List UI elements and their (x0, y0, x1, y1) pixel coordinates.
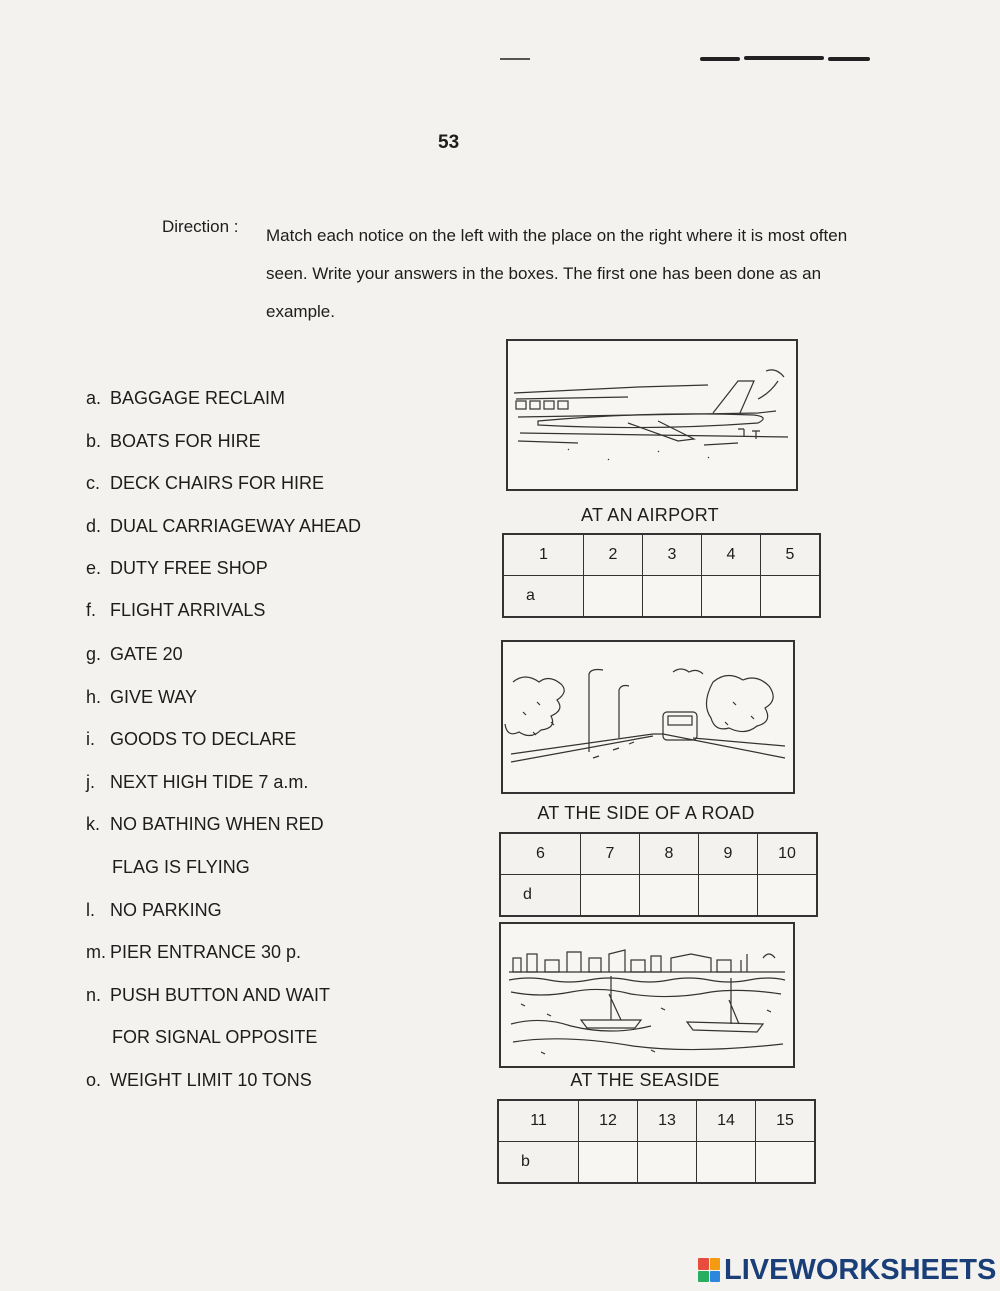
seaside-answer-grid (497, 1099, 816, 1184)
notice-item: c. DECK CHAIRS FOR HIRE (86, 473, 325, 493)
notice-item: f. FLIGHT ARRIVALS (86, 600, 266, 620)
logo-block (698, 1271, 709, 1283)
question-number: 4 (702, 534, 761, 576)
road-illustration (501, 640, 795, 794)
answer-box[interactable] (758, 875, 818, 917)
direction-text: Match each notice on the left with the place on the right where it is most often seen. Write your answers in the boxes. The first one has been done as an example. (266, 226, 848, 321)
airport-answer-grid (502, 533, 821, 618)
question-number: 1 (503, 534, 584, 576)
answer-example: d (500, 875, 581, 917)
notice-item: i. GOODS TO DECLARE (86, 729, 297, 749)
notice-item: g. GATE 20 (86, 644, 183, 664)
answer-box[interactable] (702, 576, 761, 618)
notice-item: b. BOATS FOR HIRE (86, 431, 261, 451)
page-number: 53 (438, 132, 460, 153)
notice-item: d. DUAL CARRIAGEWAY AHEAD (86, 516, 362, 536)
question-number: 14 (697, 1100, 756, 1142)
notice-item: m. PIER ENTRANCE 30 p. (86, 942, 302, 962)
notice-item: j. NEXT HIGH TIDE 7 a.m. (86, 772, 309, 792)
question-number: 3 (643, 534, 702, 576)
seaside-caption: AT THE SEASIDE (570, 1070, 720, 1090)
direction-label: Direction : (162, 217, 239, 236)
question-number: 13 (638, 1100, 697, 1142)
answer-box[interactable] (761, 576, 821, 618)
notice-item-continuation: FLAG IS FLYING (112, 857, 250, 877)
answer-box[interactable] (584, 576, 643, 618)
notice-item-continuation: FOR SIGNAL OPPOSITE (112, 1027, 318, 1047)
seaside-illustration (499, 922, 795, 1068)
logo-blocks-icon (698, 1258, 720, 1282)
question-number: 2 (584, 534, 643, 576)
notice-item: k. NO BATHING WHEN RED (86, 814, 324, 834)
logo-block (710, 1271, 721, 1283)
scan-marks-top (700, 56, 870, 62)
question-number: 11 (498, 1100, 579, 1142)
answer-box[interactable] (643, 576, 702, 618)
logo-block (698, 1258, 709, 1270)
question-number: 15 (756, 1100, 816, 1142)
answer-example: a (503, 576, 584, 618)
answer-box[interactable] (579, 1142, 638, 1184)
road-caption: AT THE SIDE OF A ROAD (537, 803, 755, 823)
notice-item: a. BAGGAGE RECLAIM (86, 388, 286, 408)
question-number: 8 (640, 833, 699, 875)
question-number: 6 (500, 833, 581, 875)
scan-mark (500, 58, 530, 60)
logo-text: LIVEWORKSHEETS (724, 1253, 997, 1286)
answer-example: b (498, 1142, 579, 1184)
question-number: 9 (699, 833, 758, 875)
question-number: 5 (761, 534, 821, 576)
airport-caption: AT AN AIRPORT (581, 505, 719, 525)
question-number: 12 (579, 1100, 638, 1142)
airport-illustration (506, 339, 798, 491)
question-number: 10 (758, 833, 818, 875)
answer-box[interactable] (638, 1142, 697, 1184)
notice-item: n. PUSH BUTTON AND WAIT (86, 985, 331, 1005)
answer-box[interactable] (640, 875, 699, 917)
logo-block (710, 1258, 721, 1270)
liveworksheets-logo[interactable] (698, 1255, 996, 1285)
answer-box[interactable] (581, 875, 640, 917)
notice-item: l. NO PARKING (86, 900, 222, 920)
answer-box[interactable] (756, 1142, 816, 1184)
road-answer-grid (499, 832, 818, 917)
notice-item: o. WEIGHT LIMIT 10 TONS (86, 1070, 312, 1090)
answer-box[interactable] (699, 875, 758, 917)
answer-box[interactable] (697, 1142, 756, 1184)
notice-item: h. GIVE WAY (86, 687, 198, 707)
notice-item: e. DUTY FREE SHOP (86, 558, 268, 578)
question-number: 7 (581, 833, 640, 875)
